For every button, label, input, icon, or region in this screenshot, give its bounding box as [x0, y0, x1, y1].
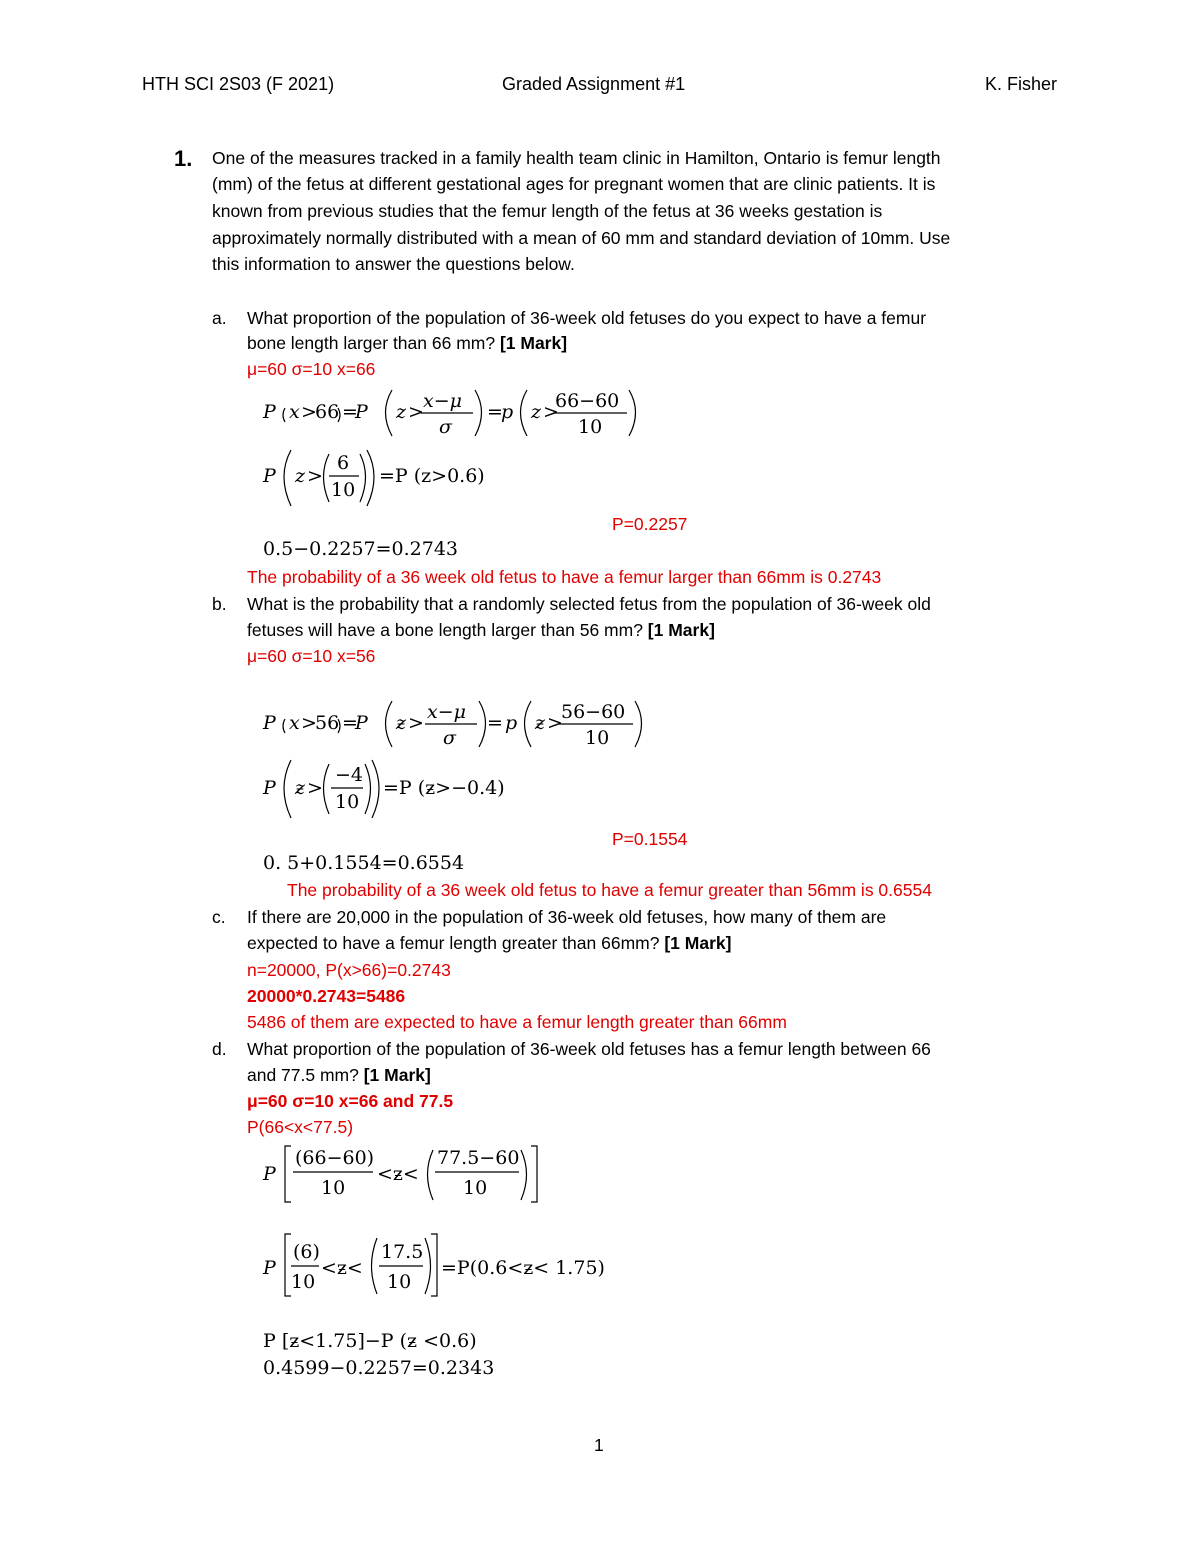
header-title: Graded Assignment #1: [502, 74, 686, 94]
eq-symbol: P: [263, 1257, 276, 1279]
question-line: (mm) of the fetus at different gestational ages for pregnant women that are clinic patients. It is: [212, 174, 936, 194]
eq-symbol: =: [342, 712, 358, 734]
eq-denominator: 10: [331, 479, 356, 501]
part-a-question: What proportion of the population of 36-week old fetuses do you expect to have a femur: [247, 308, 927, 328]
header-author: K. Fisher: [985, 74, 1058, 94]
eq-denominator: 10: [335, 791, 360, 813]
part-d-label: d.: [212, 1039, 227, 1059]
eq-symbol: >: [301, 712, 317, 734]
eq-numerator: x−μ: [427, 701, 466, 723]
eq-denominator: σ: [443, 727, 456, 749]
eq-denominator: σ: [439, 416, 452, 438]
eq-denominator: 10: [291, 1271, 316, 1293]
eq-symbol: >: [547, 712, 563, 734]
eq-denominator: 10: [321, 1177, 346, 1199]
eq-symbol: 66: [315, 401, 340, 423]
part-a-pvalue: P=0.2257: [612, 514, 688, 534]
eq-symbol: >: [307, 777, 323, 799]
part-b-equation-2: [255, 754, 575, 822]
eq-symbol: P: [263, 712, 276, 734]
part-a-answer: The probability of a 36 week old fetus to have a femur larger than 66mm is 0.2743: [247, 567, 882, 587]
eq-symbol: ƶ: [295, 777, 306, 799]
eq-symbol: >: [301, 401, 317, 423]
part-d-params: μ=60 σ=10 x=66 and 77.5: [247, 1091, 454, 1111]
eq-symbol: p: [501, 401, 514, 423]
eq-symbol: >: [408, 712, 424, 734]
eq-denominator: 10: [387, 1271, 412, 1293]
eq-numerator: 66−60: [555, 390, 620, 412]
part-b-params: μ=60 σ=10 x=56: [247, 646, 376, 666]
eq-symbol: P: [355, 712, 368, 734]
eq-symbol: z: [531, 401, 542, 423]
eq-numerator: 17.5: [381, 1241, 424, 1263]
question-line: approximately normally distributed with a mean of 60 mm and standard deviation of 10mm. Use: [212, 228, 951, 248]
eq-denominator: 10: [585, 727, 610, 749]
eq-symbol: >: [408, 401, 424, 423]
part-c-question: If there are 20,000 in the population of 36-week old fetuses, how many of them are: [247, 907, 887, 927]
part-a-question-2: [247, 333, 567, 354]
question-line: One of the measures tracked in a family health team clinic in Hamilton, Ontario is femur length: [212, 148, 941, 168]
eq-numerator: 6: [337, 452, 350, 474]
part-b-question-2: [247, 620, 715, 641]
eq-symbol: z: [396, 401, 407, 423]
part-b-marks: [1 Mark]: [647, 620, 715, 640]
part-d-marks: [1 Mark]: [363, 1065, 431, 1085]
eq-numerator: −4: [335, 764, 364, 786]
part-c-question-2: [247, 933, 731, 954]
eq-symbol: P: [263, 777, 276, 799]
eq-symbol: ƶ: [535, 712, 546, 734]
eq-numerator: x−μ: [423, 390, 462, 412]
part-d-question-2: [247, 1065, 431, 1086]
page-number: 1: [594, 1435, 604, 1455]
part-b-label: b.: [212, 594, 227, 614]
eq-symbol: P: [263, 1163, 276, 1185]
part-d-question: What proportion of the population of 36-week old fetuses has a femur length between 66: [247, 1039, 931, 1059]
eq-symbol: <ƶ<: [321, 1257, 363, 1279]
part-b-question-text: fetuses will have a bone length larger than 56 mm?: [247, 620, 648, 640]
part-b-pvalue: P=0.1554: [612, 829, 688, 849]
eq-rhs: =P (ƶ>−0.4): [383, 777, 505, 799]
eq-symbol: x: [289, 712, 300, 734]
eq-symbol: >: [307, 465, 323, 487]
part-c-marks: [1 Mark]: [664, 933, 732, 953]
eq-denominator: 10: [463, 1177, 488, 1199]
part-b-equation-1: [255, 691, 675, 751]
part-b-question: What is the probability that a randomly selected fetus from the population of 36-week old: [247, 594, 931, 614]
question-number: 1.: [174, 146, 193, 171]
eq-symbol: x: [289, 401, 300, 423]
eq-symbol: >: [543, 401, 559, 423]
question-line: this information to answer the questions below.: [212, 254, 575, 274]
eq-denominator: 10: [578, 416, 603, 438]
part-c-answer: 5486 of them are expected to have a femur length greater than 66mm: [247, 1012, 787, 1032]
eq-symbol: P: [355, 401, 368, 423]
eq-symbol: =: [342, 401, 358, 423]
part-a-question-text: bone length larger than 66 mm?: [247, 333, 500, 353]
eq-rhs: =P(0.6<ƶ< 1.75): [441, 1257, 605, 1279]
part-c-line-1: n=20000, P(x>66)=0.2743: [247, 960, 451, 980]
part-b-calc: 0. 5+0.1554=0.6554: [263, 852, 465, 874]
part-a-equation-2: [255, 444, 555, 510]
eq-symbol: z: [295, 465, 306, 487]
eq-symbol: P: [263, 465, 276, 487]
part-d-calc: 0.4599−0.2257=0.2343: [263, 1357, 495, 1379]
header-course: HTH SCI 2S03 (F 2021): [142, 74, 335, 94]
part-d-question-text: and 77.5 mm?: [247, 1065, 364, 1085]
part-a-marks: [1 Mark]: [499, 333, 568, 353]
part-a-params: μ=60 σ=10 x=66: [247, 359, 376, 379]
eq-symbol: =: [487, 712, 503, 734]
eq-symbol: ƶ: [396, 712, 407, 734]
eq-symbol: p: [505, 712, 518, 734]
question-line: known from previous studies that the femur length of the fetus at 36 weeks gestation is: [212, 201, 883, 221]
eq-rhs: =P (z>0.6): [379, 465, 485, 487]
part-d-equation-3: P [ƶ<1.75]−P (ƶ <0.6): [263, 1330, 477, 1352]
part-a-label: a.: [212, 308, 227, 328]
part-c-label: c.: [212, 907, 226, 927]
part-b-answer: The probability of a 36 week old fetus to have a femur greater than 56mm is 0.6554: [287, 880, 932, 900]
part-a-calc: 0.5−0.2257=0.2743: [263, 538, 459, 560]
eq-numerator: 77.5−60: [437, 1147, 520, 1169]
part-c-line-2: 20000*0.2743=5486: [247, 986, 406, 1006]
eq-numerator: (6): [293, 1241, 320, 1263]
eq-symbol: <ƶ<: [377, 1163, 419, 1185]
eq-symbol: =: [487, 401, 503, 423]
eq-symbol: 56: [315, 712, 340, 734]
part-d-equation-2: [255, 1228, 635, 1300]
part-c-question-text: expected to have a femur length greater than 66mm?: [247, 933, 665, 953]
part-d-prob: P(66<x<77.5): [247, 1117, 354, 1137]
part-d-equation-1: [255, 1138, 575, 1206]
eq-symbol: P: [263, 401, 276, 423]
eq-numerator: (66−60): [295, 1147, 375, 1169]
part-a-equation-1: [255, 380, 675, 440]
eq-numerator: 56−60: [561, 701, 626, 723]
